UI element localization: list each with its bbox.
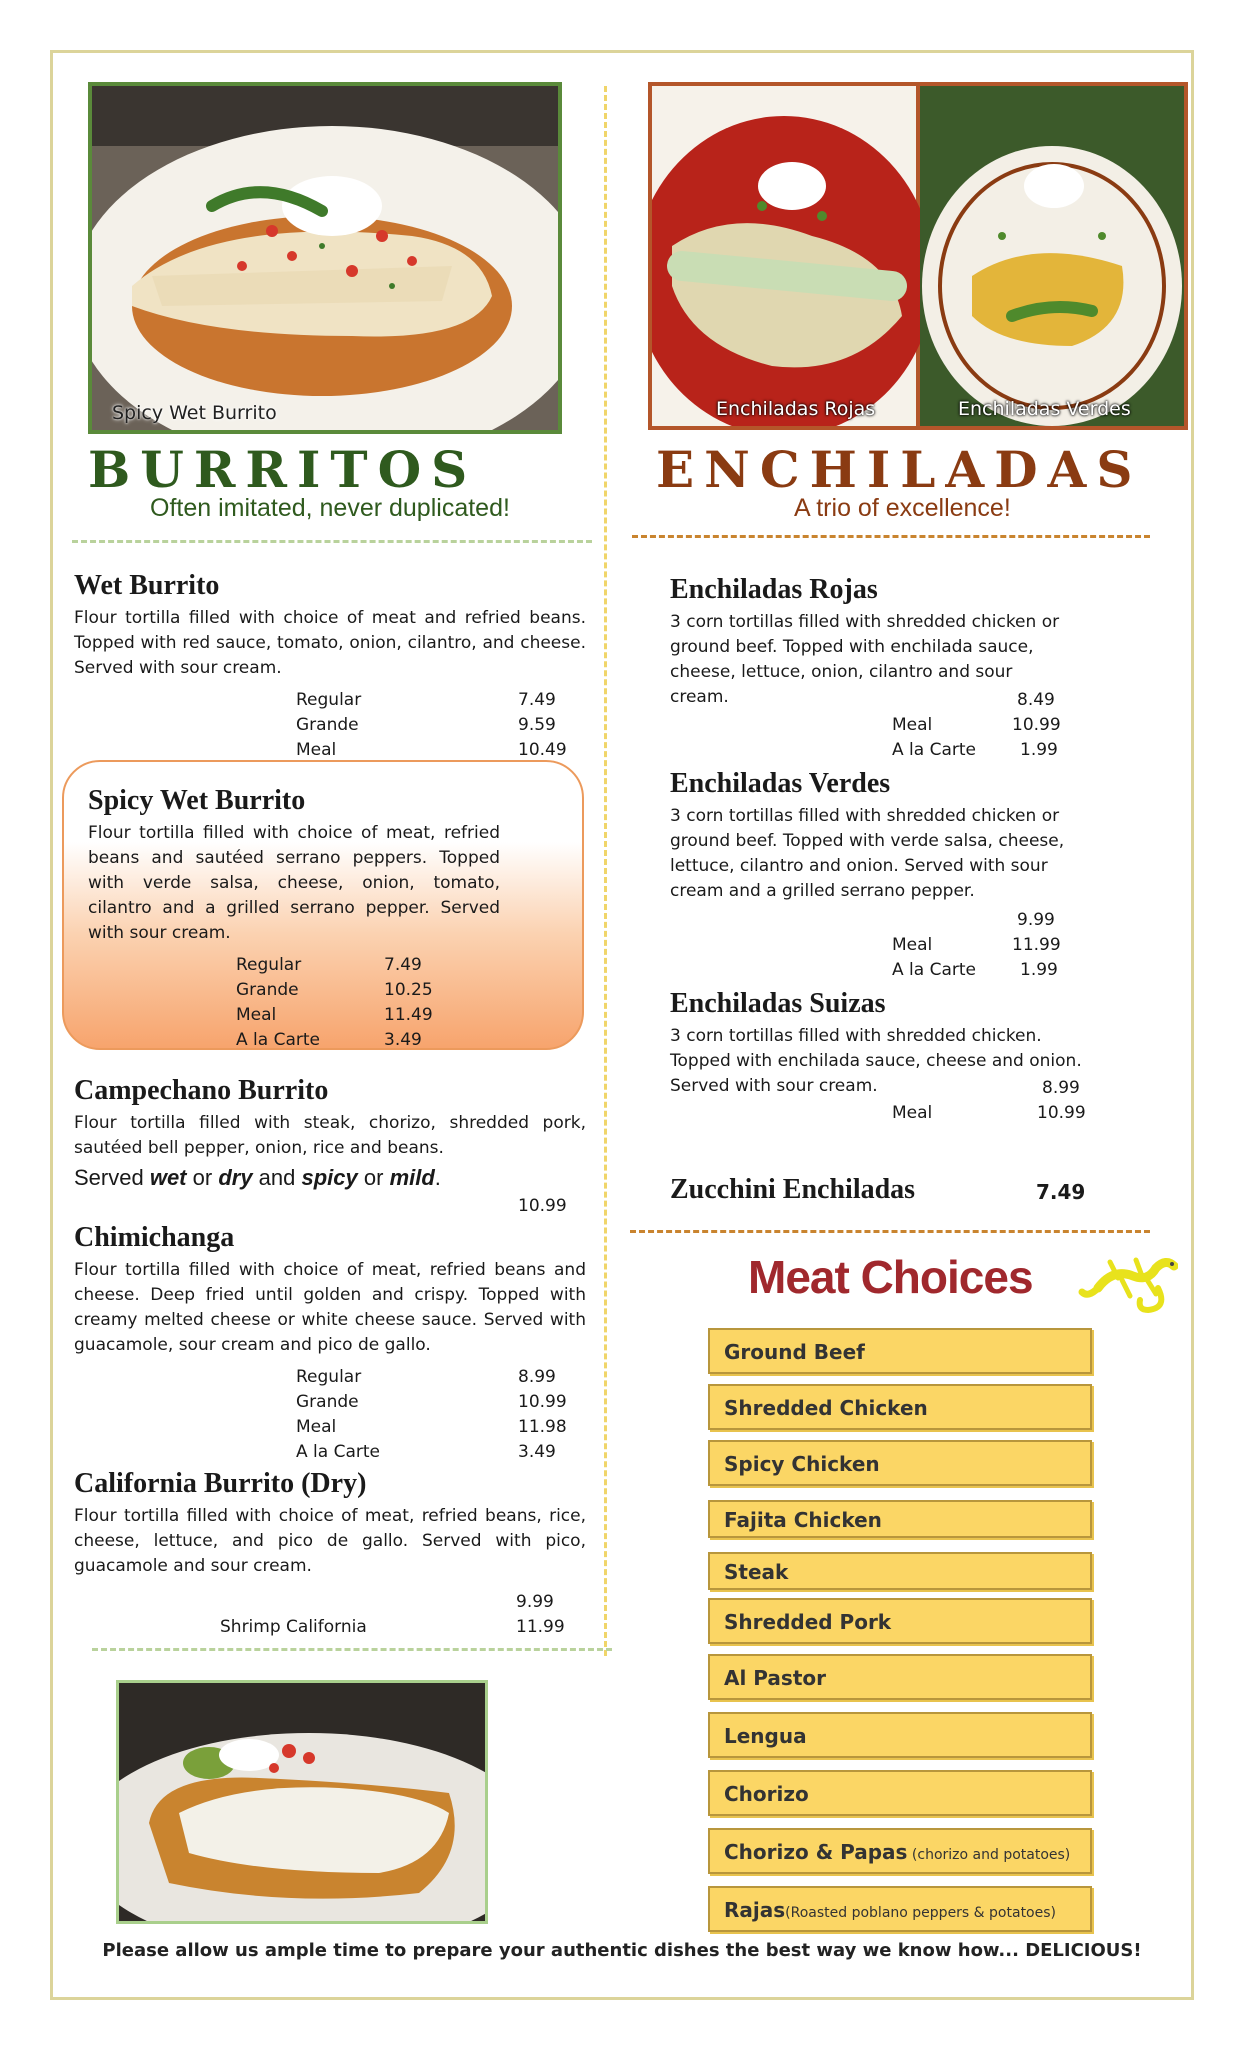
- price-value: 10.99: [1037, 1103, 1086, 1123]
- item-description: 3 corn tortillas filled with shredded chicken or ground beef. Topped with enchilada sauce, cheese, lettuce, onion, cilantro and sour cream.: [670, 612, 1060, 707]
- serving-text: and: [252, 1165, 302, 1190]
- option-mild: mild: [389, 1165, 435, 1190]
- burritos-title: BURRITOS: [88, 440, 478, 499]
- price-value: 9.99: [1017, 910, 1055, 930]
- california-prices: [220, 1592, 570, 1642]
- price-value: 7.49: [518, 690, 556, 710]
- item-name: Enchiladas Rojas: [670, 574, 878, 605]
- price-row: [296, 1392, 566, 1417]
- item-description: 3 corn tortillas filled with shredded chicken or ground beef. Topped with verde salsa, cheese, lettuce, cilantro and onion. Served with sour cream and a grilled serrano pepper.: [670, 806, 1065, 901]
- photo-caption-rojas: Enchiladas Rojas: [716, 398, 876, 420]
- serving-text: or: [186, 1165, 219, 1190]
- item-description: Flour tortilla filled with choice of meat, refried beans and cheese. Deep fried until golden and crispy. Topped with creamy melted cheese or white cheese sauce. Served with guacamole, sour cream and pico de gallo.: [74, 1260, 586, 1355]
- meat-choice-spicy-chicken: [708, 1440, 1092, 1486]
- burritos-bottom-divider: [92, 1648, 612, 1651]
- rojas-prices: [892, 690, 1092, 765]
- price-value: 9.99: [516, 1592, 554, 1612]
- item-description: Flour tortilla filled with choice of meat, refried beans, rice, cheese, lettuce, and pico de gallo. Served with pico, guacamole and sour cream.: [74, 1506, 586, 1576]
- price-value: 3.49: [518, 1442, 556, 1462]
- price-value: 10.49: [518, 740, 567, 760]
- serving-text: .: [434, 1165, 441, 1190]
- item-name: Campechano Burrito: [74, 1075, 329, 1106]
- item-name: Enchiladas Verdes: [670, 768, 891, 799]
- option-dry: dry: [218, 1165, 253, 1190]
- campechano-price: [518, 1196, 578, 1221]
- meat-choice-text: [724, 1782, 809, 1806]
- price-value: 7.49: [1036, 1180, 1086, 1204]
- price-value: 7.49: [384, 955, 422, 975]
- price-row: [1036, 1180, 1096, 1205]
- price-row: [220, 1592, 570, 1617]
- price-row: [236, 955, 436, 980]
- price-label: A la Carte: [892, 740, 976, 760]
- price-row: [296, 690, 566, 715]
- verdes-prices: [892, 910, 1092, 985]
- price-value: 1.99: [1020, 740, 1058, 760]
- price-label: A la Carte: [296, 1442, 380, 1462]
- price-row: [518, 1196, 578, 1221]
- price-row: [236, 980, 436, 1005]
- gecko-icon: [1078, 1248, 1178, 1318]
- price-value: 10.25: [384, 980, 433, 1000]
- price-row: [892, 740, 1092, 765]
- price-value: 11.49: [384, 1005, 433, 1025]
- meat-choice-text: [724, 1610, 891, 1634]
- price-value: 11.98: [518, 1417, 567, 1437]
- item-name: California Burrito (Dry): [74, 1468, 367, 1499]
- meat-choice-text: [724, 1560, 788, 1584]
- menu-item-enchiladas-verdes: [670, 768, 1070, 904]
- price-row: [296, 1367, 566, 1392]
- meat-choice-label: Lengua: [724, 1724, 807, 1748]
- option-spicy: spicy: [301, 1165, 358, 1190]
- meat-choice-chorizo-papas: [708, 1828, 1092, 1874]
- price-label: Meal: [296, 740, 337, 760]
- item-description: Flour tortilla filled with choice of meat and refried beans. Topped with red sauce, tomato, onion, cilantro, and cheese. Served with sour cream.: [74, 608, 586, 678]
- meat-choice-note: (chorizo and potatoes): [907, 1847, 1071, 1863]
- price-value: 1.99: [1020, 960, 1058, 980]
- meat-choices-title: Meat Choices: [748, 1251, 1033, 1303]
- meat-choice-text: [724, 1340, 865, 1364]
- price-value: 10.99: [518, 1392, 567, 1412]
- meat-choice-chorizo: [708, 1770, 1092, 1816]
- menu-item-wet-burrito: [74, 570, 586, 681]
- price-row: [892, 935, 1092, 960]
- price-row: [892, 715, 1092, 740]
- price-label: A la Carte: [892, 960, 976, 980]
- meat-choice-rajas: [708, 1886, 1092, 1932]
- meat-choice-shredded-pork: [708, 1598, 1092, 1644]
- meat-choice-text: [724, 1840, 1070, 1864]
- price-label: Meal: [892, 715, 933, 735]
- meat-choice-label: Shredded Chicken: [724, 1396, 928, 1420]
- photo-caption-verdes: Enchiladas Verdes: [958, 398, 1131, 420]
- price-value: 9.59: [518, 715, 556, 735]
- price-value: 8.99: [1042, 1078, 1080, 1098]
- price-label: Grande: [296, 1392, 359, 1412]
- item-description: 3 corn tortillas filled with shredded chicken. Topped with enchilada sauce, cheese and onion. Served with sour cream.: [670, 1026, 1082, 1096]
- price-value: 10.99: [518, 1196, 567, 1216]
- serving-text: Served: [74, 1165, 150, 1190]
- price-label: Shrimp California: [220, 1617, 367, 1637]
- price-label: Grande: [296, 715, 359, 735]
- burritos-divider: [72, 540, 592, 543]
- price-row: [892, 960, 1092, 985]
- price-label: Meal: [296, 1417, 337, 1437]
- price-label: Grande: [236, 980, 299, 1000]
- meat-choice-text: [724, 1396, 928, 1420]
- item-name: Spicy Wet Burrito: [88, 785, 306, 816]
- meat-choice-label: Shredded Pork: [724, 1610, 892, 1634]
- price-row: [236, 1030, 436, 1055]
- item-description: Flour tortilla filled with choice of meat, refried beans and sautéed serrano peppers. Topped with verde salsa, cheese, onion, tomato, cilantro and a grilled serrano pepper. Served with sour cream.: [88, 823, 500, 943]
- price-value: 8.99: [518, 1367, 556, 1387]
- meat-choice-label: Ground Beef: [724, 1340, 865, 1364]
- menu-item-zucchini-enchiladas: [670, 1174, 1090, 1206]
- zucchini-price: [1036, 1180, 1096, 1205]
- price-label: Meal: [236, 1005, 277, 1025]
- meat-choice-label: Chorizo & Papas: [724, 1840, 908, 1864]
- price-row: [892, 1078, 1092, 1103]
- meat-choice-text: [724, 1452, 880, 1476]
- chimichanga-image: [119, 1683, 485, 1921]
- meat-choice-al-pastor: [708, 1654, 1092, 1700]
- photo-caption: Spicy Wet Burrito: [112, 402, 277, 424]
- price-row: [236, 1005, 436, 1030]
- enchiladas-tagline: A trio of excellence!: [794, 494, 1011, 522]
- spicy-wet-burrito-photo: [88, 82, 562, 434]
- suizas-prices: [892, 1078, 1092, 1128]
- meat-choice-label: Chorizo: [724, 1782, 809, 1806]
- burritos-tagline: Often imitated, never duplicated!: [150, 494, 510, 522]
- meat-choice-fajita-chicken: [708, 1500, 1092, 1538]
- serving-options: [74, 1165, 586, 1191]
- footer-note: Please allow us ample time to prepare your authentic dishes the best way we know how... DELICIOUS!: [102, 1940, 1142, 1961]
- meat-choice-label: Fajita Chicken: [724, 1508, 882, 1532]
- price-value: 11.99: [516, 1617, 565, 1637]
- meat-choice-lengua: [708, 1712, 1092, 1758]
- enchiladas-title: ENCHILADAS: [656, 440, 1143, 499]
- item-description: Flour tortilla filled with steak, chorizo, shredded pork, sautéed bell pepper, onion, rice and beans.: [74, 1113, 586, 1158]
- meat-choice-text: [724, 1898, 1056, 1922]
- item-name: Zucchini Enchiladas: [670, 1174, 916, 1205]
- price-label: A la Carte: [236, 1030, 320, 1050]
- meat-choice-label: Spicy Chicken: [724, 1452, 880, 1476]
- meat-choice-shredded-chicken: [708, 1384, 1092, 1430]
- column-divider: [604, 86, 607, 1656]
- menu-item-california-burrito: [74, 1468, 586, 1579]
- item-name: Enchiladas Suizas: [670, 988, 886, 1019]
- meat-choice-text: [724, 1666, 826, 1690]
- meat-choice-text: [724, 1508, 882, 1532]
- item-name: Wet Burrito: [74, 570, 220, 601]
- price-row: [892, 690, 1092, 715]
- spicy-wet-burrito-prices: [236, 955, 436, 1055]
- menu-item-spicy-wet-burrito: [88, 785, 500, 946]
- item-name: Chimichanga: [74, 1222, 235, 1253]
- price-value: 10.99: [1012, 715, 1061, 735]
- meat-choice-note: (Roasted poblano peppers & potatoes): [785, 1905, 1056, 1921]
- meat-choice-label: Rajas: [724, 1898, 786, 1922]
- wet-burrito-prices: [296, 690, 566, 765]
- price-label: Meal: [892, 935, 933, 955]
- price-value: 8.49: [1017, 690, 1055, 710]
- chimichanga-photo: [116, 1680, 488, 1924]
- meat-choice-ground-beef: [708, 1328, 1092, 1374]
- enchiladas-bottom-divider: [630, 1230, 1150, 1233]
- spicy-wet-burrito-image: [92, 86, 558, 430]
- option-wet: wet: [149, 1165, 187, 1190]
- price-row: [296, 715, 566, 740]
- meat-choice-label: Steak: [724, 1560, 789, 1584]
- price-row: [296, 1442, 566, 1467]
- price-value: 11.99: [1012, 935, 1061, 955]
- menu-item-campechano-burrito: [74, 1075, 586, 1191]
- menu-item-chimichanga: [74, 1222, 586, 1358]
- serving-text: or: [357, 1165, 390, 1190]
- enchiladas-image: [652, 86, 1184, 426]
- meat-choice-steak: [708, 1552, 1092, 1590]
- price-label: Regular: [236, 955, 302, 975]
- meat-choice-label: Al Pastor: [724, 1666, 826, 1690]
- price-row: [892, 910, 1092, 935]
- price-row: [892, 1103, 1092, 1128]
- chimichanga-prices: [296, 1367, 566, 1467]
- meat-choice-text: [724, 1724, 807, 1748]
- enchiladas-photos: [648, 82, 1188, 430]
- price-row: [296, 1417, 566, 1442]
- price-label: Regular: [296, 1367, 362, 1387]
- enchiladas-divider: [632, 535, 1150, 538]
- price-value: 3.49: [384, 1030, 422, 1050]
- price-label: Meal: [892, 1103, 933, 1123]
- price-label: Regular: [296, 690, 362, 710]
- price-row: [220, 1617, 570, 1642]
